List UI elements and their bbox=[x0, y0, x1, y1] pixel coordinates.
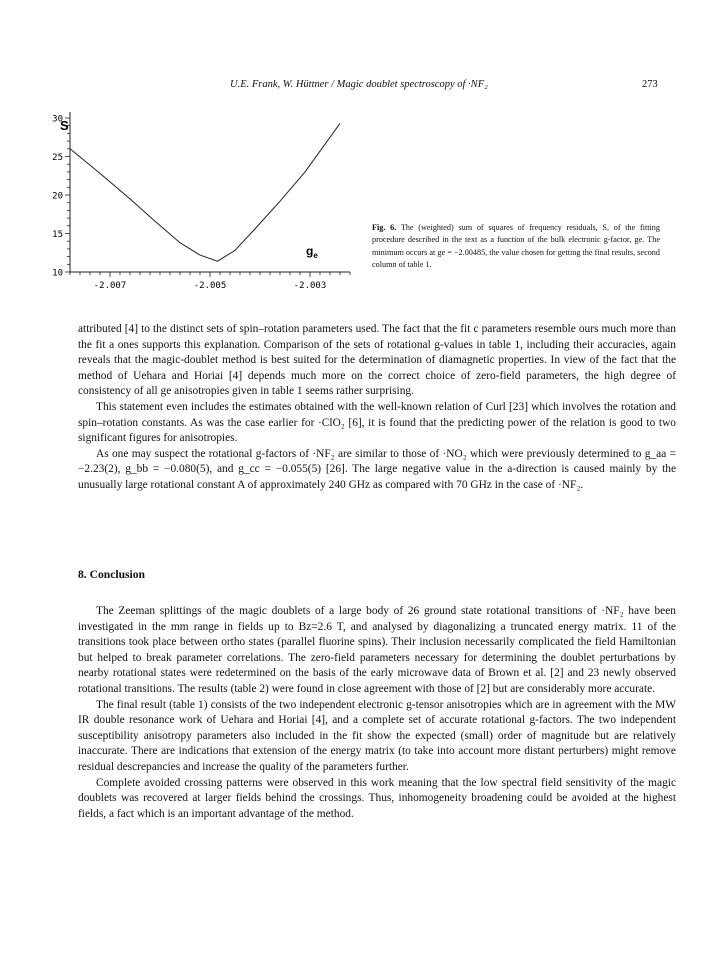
axis-label-ge: $g_e$ bbox=[306, 244, 318, 260]
page-header bbox=[0, 79, 720, 95]
page-number: 273 bbox=[642, 79, 658, 90]
figure-6-plot bbox=[30, 100, 370, 315]
x-tick-label: -2.007 bbox=[93, 281, 127, 291]
y-tick-label: 20 bbox=[52, 191, 63, 202]
running-head: U.E. Frank, W. Hüttner / Magic doublet spectroscopy of ·NF₂ bbox=[230, 79, 488, 90]
paragraph: The final result (table 1) consists of the two independent electronic g-tensor anisotropies which are in agreement with the MW IR double resonance work of Uehara and Horiai [4], and a complete set of accurate rotational g-factors. The two independent susceptibility anisotropy parameters also included in the fit show the expected (small) order of magnitude but are relatively inaccurate. There are indications that extension of the energy matrix (to take into account more distant perturbers) might remove residual descrepancies and increase the quality of the parameters further. bbox=[78, 698, 676, 773]
body-paragraphs-1 bbox=[78, 322, 676, 494]
x-tick-labels bbox=[94, 281, 327, 291]
body-paragraphs-2 bbox=[78, 604, 676, 822]
paragraph: Complete avoided crossing patterns were observed in this work meaning that the low spectral field sensitivity of the magic doublets was recovered at larger fields behind the crossings. Thus, inhomogeneity broadening could be avoided at the highest fields, a fact which is an important advantage of the method. bbox=[78, 776, 676, 820]
figure-caption bbox=[372, 222, 660, 271]
y-tick-label: 10 bbox=[52, 268, 63, 279]
y-tick-labels bbox=[52, 115, 63, 279]
caption-text: The (weighted) sum of squares of frequency residuals, S, of the fitting procedure described in the text as a function of the bulk electronic g-factor, ge. The minimum occurs at ge = −2.00485, the value chosen for getting the final results, second column of table 1. bbox=[372, 223, 660, 269]
paragraph: As one may suspect the rotational g-factors of ·NF₂ are similar to those of ·NO₂ which were previously determined to g_aa = −2.23(2), g_bb = −0.080(5), and g_cc = −0.055(5) [26]. The large negative value in the a-direction is caused mainly by the unusually large rotational constant A of approximately 240 GHz as compared with 70 GHz in the case of ·NF₂. bbox=[78, 447, 676, 491]
section-title: 8. Conclusion bbox=[78, 568, 146, 581]
y-tick-label: 30 bbox=[52, 114, 63, 125]
y-tick-label: 15 bbox=[52, 230, 63, 240]
paragraph: attributed [4] to the distinct sets of spin–rotation parameters used. The fact that the fit c parameters resemble ours much more than the fit a ones supports this explanation. Comparison of the sets of rotational g-values in table 1, including their accuracies, again reveals that the magic-doublet method is best suited for the determination of diamagnetic properties. In view of the fact that the method of Uehara and Horiai [4] depends much more on the correct choice of zero-field parameters, the high degree of consistency of all ge anisotropies given in table 1 seems rather surprising. bbox=[78, 323, 676, 398]
panel-label-s: S bbox=[60, 118, 69, 133]
paragraph: The Zeeman splittings of the magic doublets of a large body of 26 ground state rotational transitions of ·NF₂ have been investigated in the mm range in fields up to Bz=2.6 T, and analysed by diagonalizing a truncated energy matrix. 11 of the transitions took place between ortho states (parallel fluorine spins). Their inclusion necessarily complicated the field Hamiltonian but helped to break parameter correlations. The zero-field parameters necessary for determining the doublet perturbations by nearby rotational states were redetermined on the basis of the early microwave data of Brown et al. [2] and 23 newly observed rotational transitions. The results (table 2) were found in close agreement with those of [2] but are considerably more accurate. bbox=[78, 605, 676, 695]
x-tick-label: -2.003 bbox=[293, 281, 327, 291]
caption-label: Fig. 6. bbox=[372, 223, 397, 232]
x-tick-label: -2.005 bbox=[193, 281, 227, 291]
paragraph: This statement even includes the estimates obtained with the well-known relation of Curl [23] which involves the rotation and spin–rotation constants. As was the case earlier for ·ClO₂ [6], it is found that the predicting power of the relation is good to two significant figures for anisotropies. bbox=[78, 400, 676, 445]
residual-curve bbox=[70, 123, 340, 261]
y-tick-label: 25 bbox=[52, 153, 63, 163]
